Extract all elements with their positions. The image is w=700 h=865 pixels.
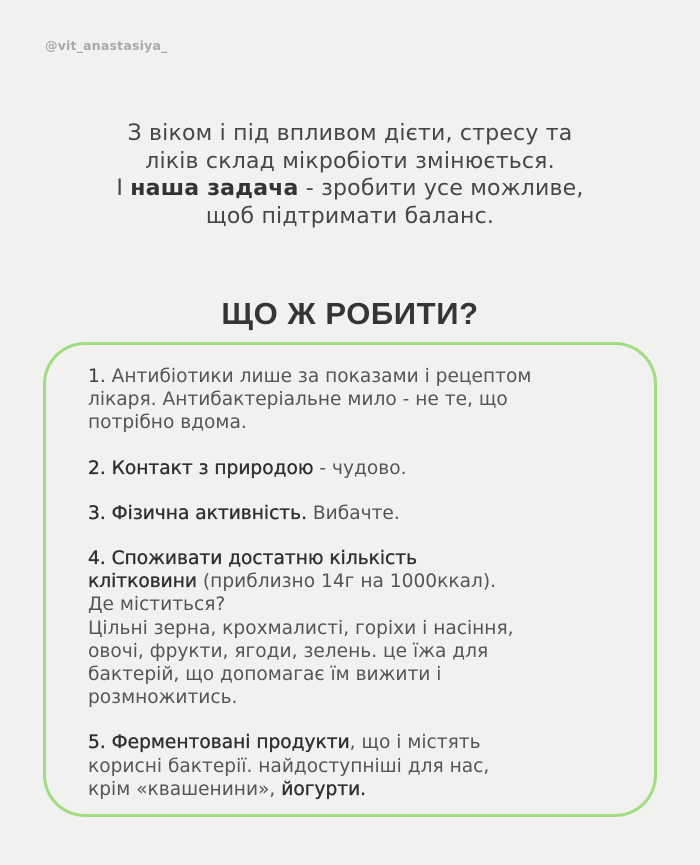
tip-line xyxy=(88,547,628,570)
tip-line xyxy=(88,457,628,480)
tip-emphasis: клітковини xyxy=(88,571,198,593)
tip-text: Антибіотики лише за показами і рецептом xyxy=(105,366,532,387)
section-heading: ЩО Ж РОБИТИ? xyxy=(221,296,479,331)
tip-line: Де міститься? xyxy=(88,594,226,616)
tip-item-3 xyxy=(88,502,628,525)
tip-line xyxy=(88,365,628,388)
intro-line: З віком і під впливом дієти, стресу та xyxy=(127,121,573,146)
tip-line: розмножитись. xyxy=(88,687,238,709)
tip-line xyxy=(88,731,628,754)
tip-text: Вибачте. xyxy=(307,502,400,524)
intro-line: щоб підтримати баланс. xyxy=(205,203,495,229)
tip-number: 1. xyxy=(88,366,106,387)
intro-line: ліків склад мікробіоти змінюється. xyxy=(145,148,555,174)
tip-text: , що і містять xyxy=(349,732,481,754)
tip-line: корисні бактерії. найдоступніші для нас, xyxy=(88,755,490,777)
tip-emphasis: Фізична активність. xyxy=(105,502,307,524)
tip-item-2 xyxy=(88,457,628,480)
tip-item-5 xyxy=(88,731,628,801)
tip-line: бактерій, що допомагає їм вижити і xyxy=(88,664,442,686)
tip-number: 5. xyxy=(88,732,106,754)
tip-text: - чудово. xyxy=(313,457,407,479)
tip-line xyxy=(88,778,628,801)
tip-emphasis: Споживати достатню кількість xyxy=(105,548,418,570)
tip-line: овочі, фрукти, ягоди, зелень. це їжа для xyxy=(88,640,489,662)
intro-paragraph xyxy=(0,120,700,230)
tip-number: 4. xyxy=(88,548,106,570)
tip-number: 3. xyxy=(88,502,106,524)
tips-list xyxy=(88,365,628,823)
tip-line: Цільні зерна, крохмалисті, горіхи і насіння, xyxy=(88,617,514,639)
tip-line: потрібно вдома. xyxy=(88,412,247,434)
tip-line xyxy=(88,502,628,525)
tip-item-4 xyxy=(88,547,628,709)
intro-text: - зробити усе можливе, xyxy=(298,176,584,201)
tip-text: (приблизно 14г на 1000ккал). xyxy=(197,571,497,593)
tip-line: лікаря. Антибактеріальне мило - не те, що xyxy=(88,389,508,411)
tip-line xyxy=(88,570,628,593)
intro-emphasis: наша задача xyxy=(130,176,299,201)
tip-number: 2. xyxy=(88,457,106,479)
intro-text: І xyxy=(116,176,131,201)
tip-emphasis: Контакт з природою xyxy=(105,457,314,479)
tip-item-1 xyxy=(88,365,628,435)
tip-emphasis: йогурти. xyxy=(281,778,367,800)
author-handle: @vit_anastasiya_ xyxy=(45,38,168,53)
tip-emphasis: Ферментовані продукти xyxy=(105,732,350,754)
tip-text: крім «квашенини», xyxy=(88,778,282,800)
intro-line xyxy=(0,175,700,203)
